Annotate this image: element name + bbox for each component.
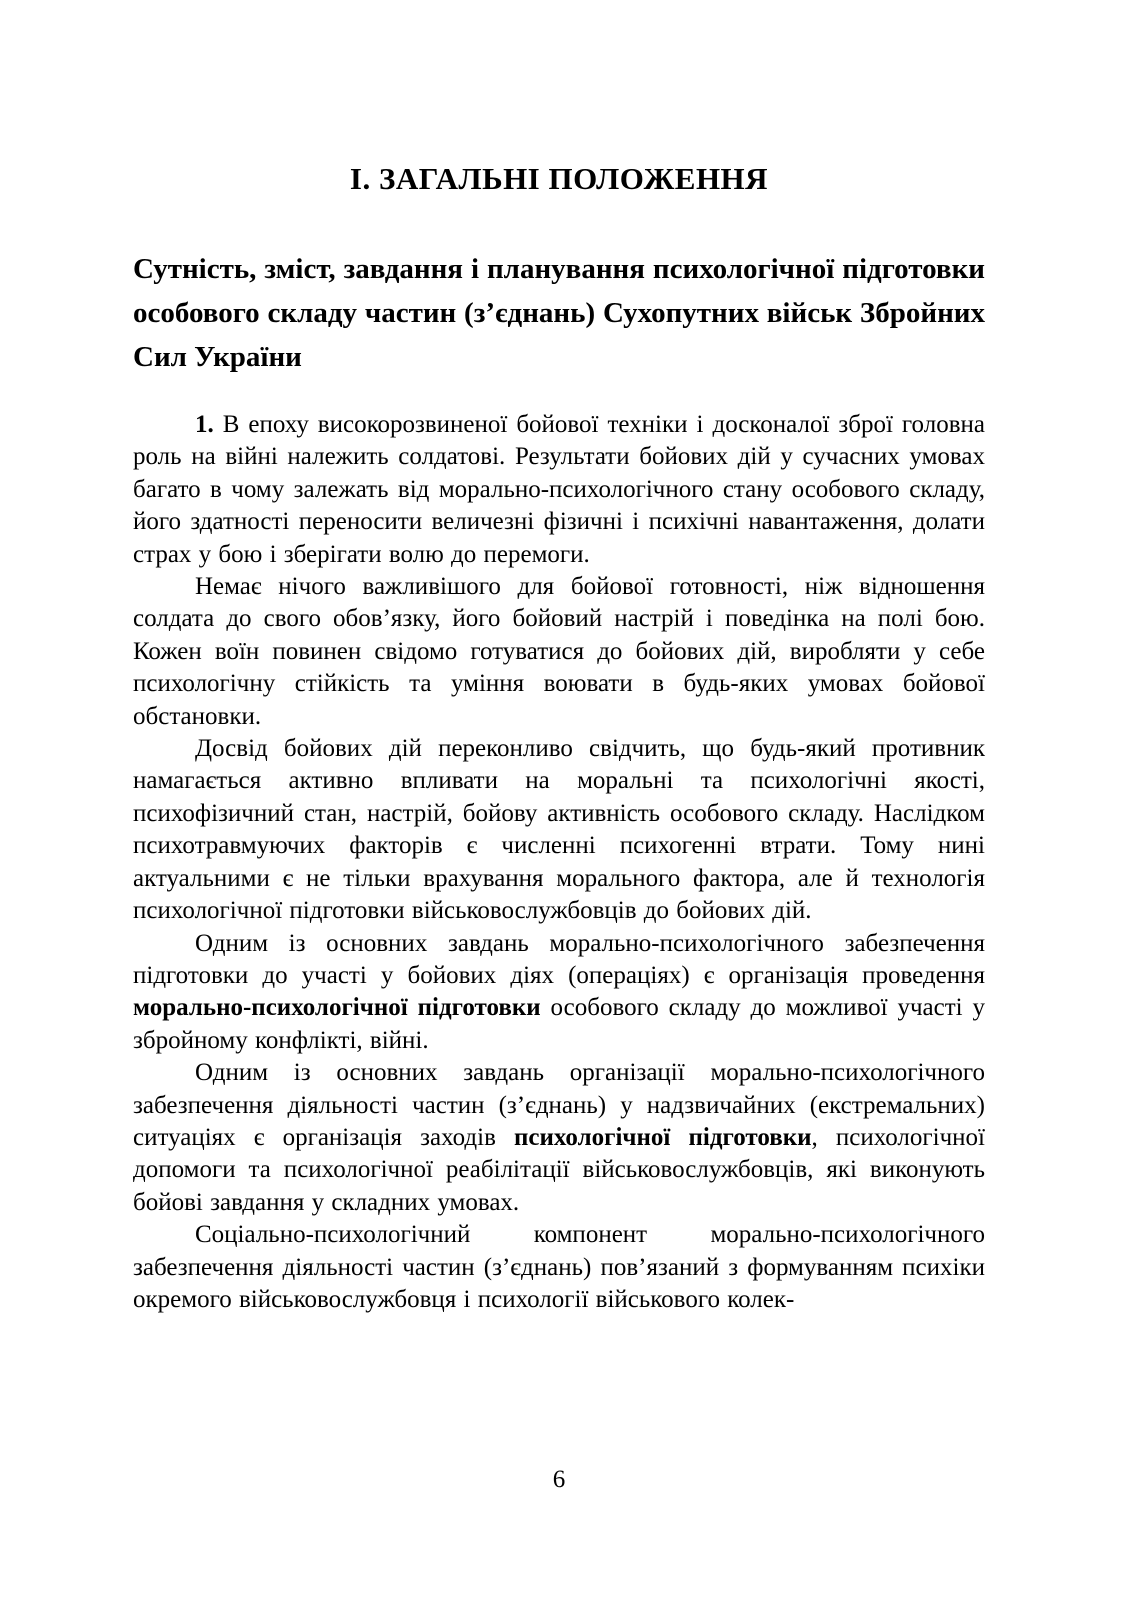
chapter-heading: Сутність, зміст, завдання і планування психологічної підготовки особового складу частин (з’єднань) Сухопутних військ Збройних Сил України: [133, 253, 985, 373]
text-run: особового складу до можливої участі у збройному конфлікті, війні.: [133, 994, 985, 1054]
text-run: В епоху високорозвиненої бойової техніки і досконалої зброї головна роль на війні належить солдатові. Результати бойових дій у сучасних умовах багато в чому залежать від морально-психологічного стану особового складу, його здатності переносити величезні фізичні і психічні навантаження, долати страх у бою і зберігати волю до перемоги.: [133, 411, 985, 568]
bold-text-run: психологічної підготовки: [513, 1123, 812, 1151]
text-run: Немає нічого важливішого для бойової готовності, ніж відношення солдата до свого обов’язку, його бойовий настрій і поведінка на полі бою. Кожен воїн повинен свідомо готуватися до бойових дій, виробляти у себе психологічну стійкість та уміння воювати в будь-яких умовах бойової обстановки.: [133, 573, 985, 730]
text-run: , психологічної допомоги та психологічної реабілітації військовослужбовців, які виконують бойові завдання у складних умовах.: [133, 1123, 985, 1216]
page-number: 6: [552, 1466, 566, 1493]
paragraph: [133, 571, 985, 733]
paragraph: [133, 733, 985, 927]
text-run: Соціально-психологічний компонент морально-психологічного забезпечення діяльності частин (з’єднань) пов’язаний з формуванням психіки окремого військовослужбовця і психології військового колек-: [133, 1221, 985, 1313]
paragraph: [133, 1057, 985, 1219]
paragraph: [133, 928, 985, 1058]
section-title: І. ЗАГАЛЬНІ ПОЛОЖЕННЯ: [349, 161, 769, 196]
paragraph: [133, 409, 985, 571]
text-run: Досвід бойових дій переконливо свідчить, що будь-який противник намагається активно впливати на моральні та психологічні якості, психофізичний стан, настрій, бойову активність особового складу. Наслідком психотравмуючих факторів є численні психогенні втрати. Тому нині актуальними є не тільки врахування морального фактора, але й технологія психологічної підготовки військовослужбовців до бойових дій.: [133, 735, 985, 925]
text-run: Одним із основних завдань організації морально-психологічного забезпечення діяльності частин (з’єднань) у надзвичайних (екстремальних) ситуаціях є організація заходів: [133, 1059, 985, 1151]
bold-text-run: морально-психологічної підготовки: [133, 994, 541, 1022]
page-content: [133, 160, 985, 1316]
text-run: Одним із основних завдань морально-психологічного забезпечення підготовки до участі у бойових діях (операціях) є організація проведення: [133, 929, 985, 989]
paragraph: [133, 1219, 985, 1316]
bold-text-run: 1.: [195, 411, 214, 438]
body-paragraphs: [133, 409, 985, 1316]
